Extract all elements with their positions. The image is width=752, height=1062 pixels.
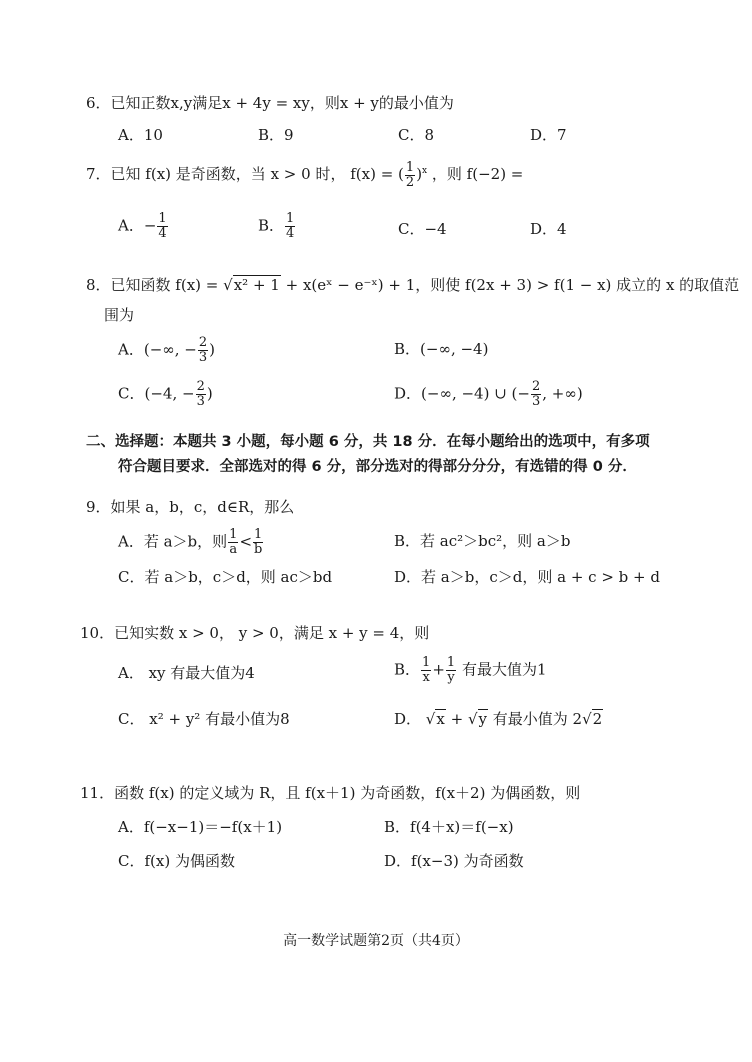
q10-opt-b-d1: x [422,670,430,685]
page-footer: 高一数学试题第2页（共4页） [283,933,469,949]
q8-opt-d-fraction [531,380,541,409]
q8-opt-a-den: 3 [198,350,208,365]
q10-opt-b-post: 有最大值为1 [461,660,547,679]
q8-stem-part-a: 8．已知函数 f(x) = [86,276,219,294]
question-6-stem: 6．已知正数x,y满足x + 4y = xy，则x + y的最小值为 [86,94,454,112]
q7-opt-b-label: B． [258,216,285,235]
q7-stem-frac-den: 2 [405,174,415,190]
q8-stem-part-b: + x(eˣ − e⁻ˣ) + 1，则使 f(2x + 3) > f(1 − x) 成立的 x 的取值范 [285,276,740,294]
q7-opt-b-den: 4 [286,226,295,241]
q8-opt-c-den: 3 [196,394,205,409]
q10-opt-b-frac-1 [421,656,431,685]
q8-opt-a-label: A． [118,340,144,359]
question-8-stem [86,274,739,296]
q10-opt-d-label: D． [394,710,422,728]
q8-opt-a-num: 2 [198,335,208,350]
q7-opt-a-num: 1 [158,211,167,226]
q7-opt-a-label: A． [118,216,144,235]
q6-option-b: B．9 [258,126,294,144]
q7-stem-fx: f(x) = ( [350,165,404,183]
q9-opt-a-n2: 1 [254,527,263,542]
q10-opt-b-n1: 1 [422,655,431,670]
q8-option-a [118,336,215,365]
q7-opt-a-fraction [157,212,167,241]
q7-stem-fraction [405,161,415,190]
q9-option-d: D．若 a＞b，c＞d，则 a + c > b + d [394,568,660,586]
q10-opt-d-mid: 有最小值为 2 [492,710,583,728]
q7-stem-part-b: ，则 f(−2) = [431,165,524,183]
q10-opt-b-frac-2 [446,656,456,685]
q9-opt-a-d1: a [229,542,238,557]
q8-opt-a-pre: (−∞, − [143,340,197,359]
question-10-stem: 10．已知实数 x > 0， y > 0，满足 x + y = 4，则 [80,624,430,642]
q6-option-d: D．7 [530,126,567,144]
q7-option-b [258,212,296,241]
q9-opt-a-n1: 1 [229,527,238,542]
q8-opt-d-num: 2 [531,379,541,394]
q6-option-c: C．8 [398,126,435,144]
q8-option-c [118,380,213,409]
q10-opt-b-plus: + [432,660,445,679]
q7-stem-part-a: 7．已知 f(x) 是奇函数，当 x > 0 时， [86,165,346,183]
q8-opt-d-post: , +∞) [542,384,583,403]
q8-opt-d-label: D． [394,384,422,403]
q6-option-a: A．10 [118,126,163,144]
q11-option-b: B．f(4＋x)＝f(−x) [384,818,514,836]
q9-opt-a-d2: b [254,542,263,557]
q8-opt-c-num: 2 [196,379,205,394]
q8-opt-c-post: ) [206,384,213,403]
q7-opt-b-fraction [285,212,295,241]
q8-opt-a-post: ) [209,340,216,359]
q9-option-a [118,528,264,557]
q10-opt-b-n2: 1 [446,655,456,670]
q7-opt-a-sign: − [143,216,157,235]
q8-option-b: B．(−∞, −4) [394,340,489,358]
q10-option-c: C． x² + y² 有最小值为8 [118,710,290,728]
q10-opt-b-d2: y [447,670,455,685]
question-9-stem: 9．如果 a，b，c，d∈R，那么 [86,498,295,516]
section-2-heading-line-1: 二、选择题：本题共 3 小题，每小题 6 分，共 18 分．在每小题给出的选项中，有多项 [86,434,650,450]
q9-option-c: C．若 a＞b，c＞d，则 ac＞bd [118,568,333,586]
question-11-stem: 11．函数 f(x) 的定义域为 R，且 f(x＋1) 为奇函数，f(x＋2) 为偶函数，则 [80,784,581,802]
q9-opt-a-frac-1 [228,528,238,557]
q10-option-a: A． xy 有最大值为4 [118,664,255,682]
q9-option-b: B．若 ac²＞bc²，则 a＞b [394,532,571,550]
q11-option-a: A．f(−x−1)＝−f(x＋1) [118,818,283,836]
q7-opt-a-den: 4 [158,226,167,241]
q8-opt-d-den: 3 [531,394,541,409]
q10-opt-d-sqrt-2: y [478,710,487,728]
q11-option-d: D．f(x−3) 为奇函数 [384,852,524,870]
q9-opt-a-lt: < [239,532,253,551]
q9-opt-a-frac-2 [253,528,263,557]
q7-stem-frac-num: 1 [405,159,415,175]
q8-option-d [394,380,583,409]
q10-opt-d-plus: + [450,710,464,728]
q8-sqrt-sign: √ [223,276,233,294]
q10-option-b [394,656,547,685]
q8-opt-c-label: C． [118,384,145,403]
q10-opt-d-sqrt-1: x [436,710,445,728]
q10-opt-b-label: B． [394,660,421,679]
q7-opt-b-num: 1 [286,211,295,226]
q10-option-d: D． √x + √y 有最小值为 2√2 [394,710,603,728]
q7-option-a [118,212,169,241]
q8-sqrt-content: x² + 1 [233,276,280,294]
q8-opt-a-fraction [198,336,208,365]
q10-opt-d-sqrt-3: 2 [592,710,603,728]
q9-opt-a-pre: A．若 a＞b，则 [118,532,228,551]
q7-option-c: C．−4 [398,220,447,238]
q11-option-c: C．f(x) 为偶函数 [118,852,235,870]
q7-stem-exponent: x [422,166,428,176]
q8-opt-c-fraction [196,380,206,409]
question-7-stem: 7．已知 f(x) 是奇函数，当 x > 0 时， f(x) = ( $\frac{1}{2}$ )$^x$ ，则 f(−2) = [86,159,524,190]
q8-opt-c-pre: (−4, − [144,384,195,403]
q8-opt-d-pre: (−∞, −4) ∪ (− [421,384,530,403]
q7-option-d: D．4 [530,220,567,238]
section-2-heading-line-2: 符合题目要求．全部选对的得 6 分，部分选对的得部分分分，有选错的得 0 分． [118,459,637,475]
question-8-stem-cont: 围为 [104,306,135,324]
